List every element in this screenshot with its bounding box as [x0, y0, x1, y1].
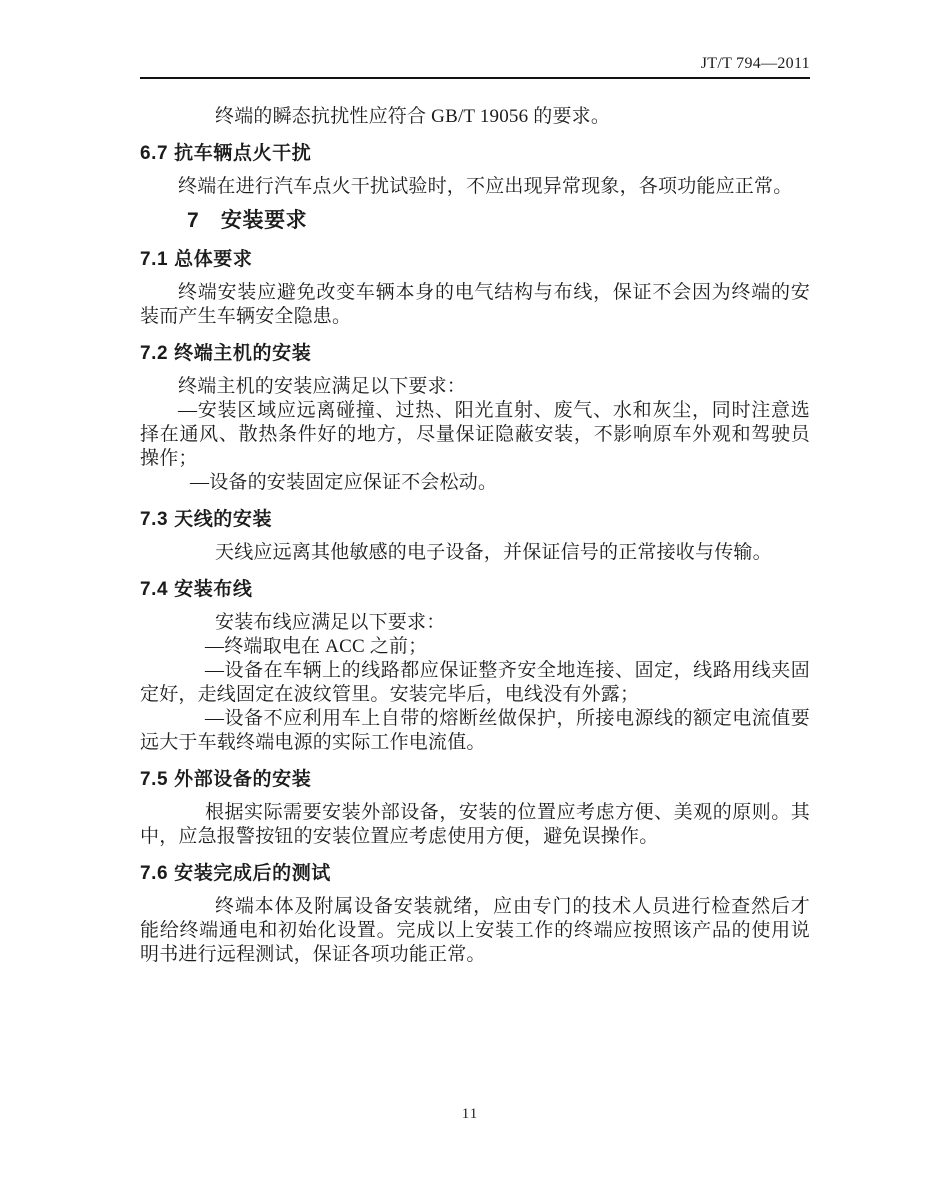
page-number: 11: [461, 1106, 479, 1122]
paragraph-antenna: 天线应远离其他敏感的电子设备，并保证信号的正常接收与传输。: [215, 542, 772, 563]
heading-chapter-7: 7 安装要求: [187, 209, 308, 232]
page-content: [140, 0, 810, 967]
list-item-acc-power: —终端取电在 ACC 之前；: [205, 636, 428, 657]
heading-7-2: 7.2 终端主机的安装: [140, 343, 312, 364]
list-item-install-area: —安装区域应远离碰撞、过热、阳光直射、废气、水和灰尘，同时注意选择在通风、散热条件好的地方，尽量保证隐蔽安装，不影响原车外观和驾驶员操作；: [140, 400, 810, 469]
paragraph-host-install-intro: 终端主机的安装应满足以下要求：: [178, 376, 467, 397]
page-header: [140, 54, 810, 79]
list-item-cable-fixing: —设备在车辆上的线路都应保证整齐安全地连接、固定，线路用线夹固定好，走线固定在波纹管里。安装完毕后，电线没有外露；: [140, 660, 810, 705]
heading-7-4: 7.4 安装布线: [140, 579, 253, 600]
paragraph-post-install-test: 终端本体及附属设备安装就绪，应由专门的技术人员进行检查然后才能给终端通电和初始化设置。完成以上安装工作的终端应按照该产品的使用说明书进行远程测试，保证各项功能正常。: [140, 896, 810, 965]
paragraph-ignition-interference: 终端在进行汽车点火干扰试验时，不应出现异常现象，各项功能应正常。: [178, 176, 793, 197]
page-footer: [0, 1106, 940, 1123]
heading-7-1: 7.1 总体要求: [140, 249, 253, 270]
paragraph-general-requirements: 终端安装应避免改变车辆本身的电气结构与布线，保证不会因为终端的安装而产生车辆安全隐患。: [140, 282, 810, 327]
heading-6-7: 6.7 抗车辆点火干扰: [140, 143, 312, 164]
heading-7-6: 7.6 安装完成后的测试: [140, 863, 331, 884]
paragraph-transient-immunity: 终端的瞬态抗扰性应符合 GB/T 19056 的要求。: [215, 106, 611, 127]
doc-code: JT/T 794—2011: [700, 55, 810, 72]
list-item-fixing: —设备的安装固定应保证不会松动。: [190, 472, 498, 493]
paragraph-external-devices: 根据实际需要安装外部设备，安装的位置应考虑方便、美观的原则。其中，应急报警按钮的安装位置应考虑使用方便，避免误操作。: [140, 802, 810, 847]
list-item-fuse: —设备不应利用车上自带的熔断丝做保护，所接电源线的额定电流值要远大于车载终端电源的实际工作电流值。: [140, 708, 810, 753]
paragraph-wiring-intro: 安装布线应满足以下要求：: [215, 612, 446, 633]
heading-7-3: 7.3 天线的安装: [140, 509, 273, 530]
heading-7-5: 7.5 外部设备的安装: [140, 769, 312, 790]
